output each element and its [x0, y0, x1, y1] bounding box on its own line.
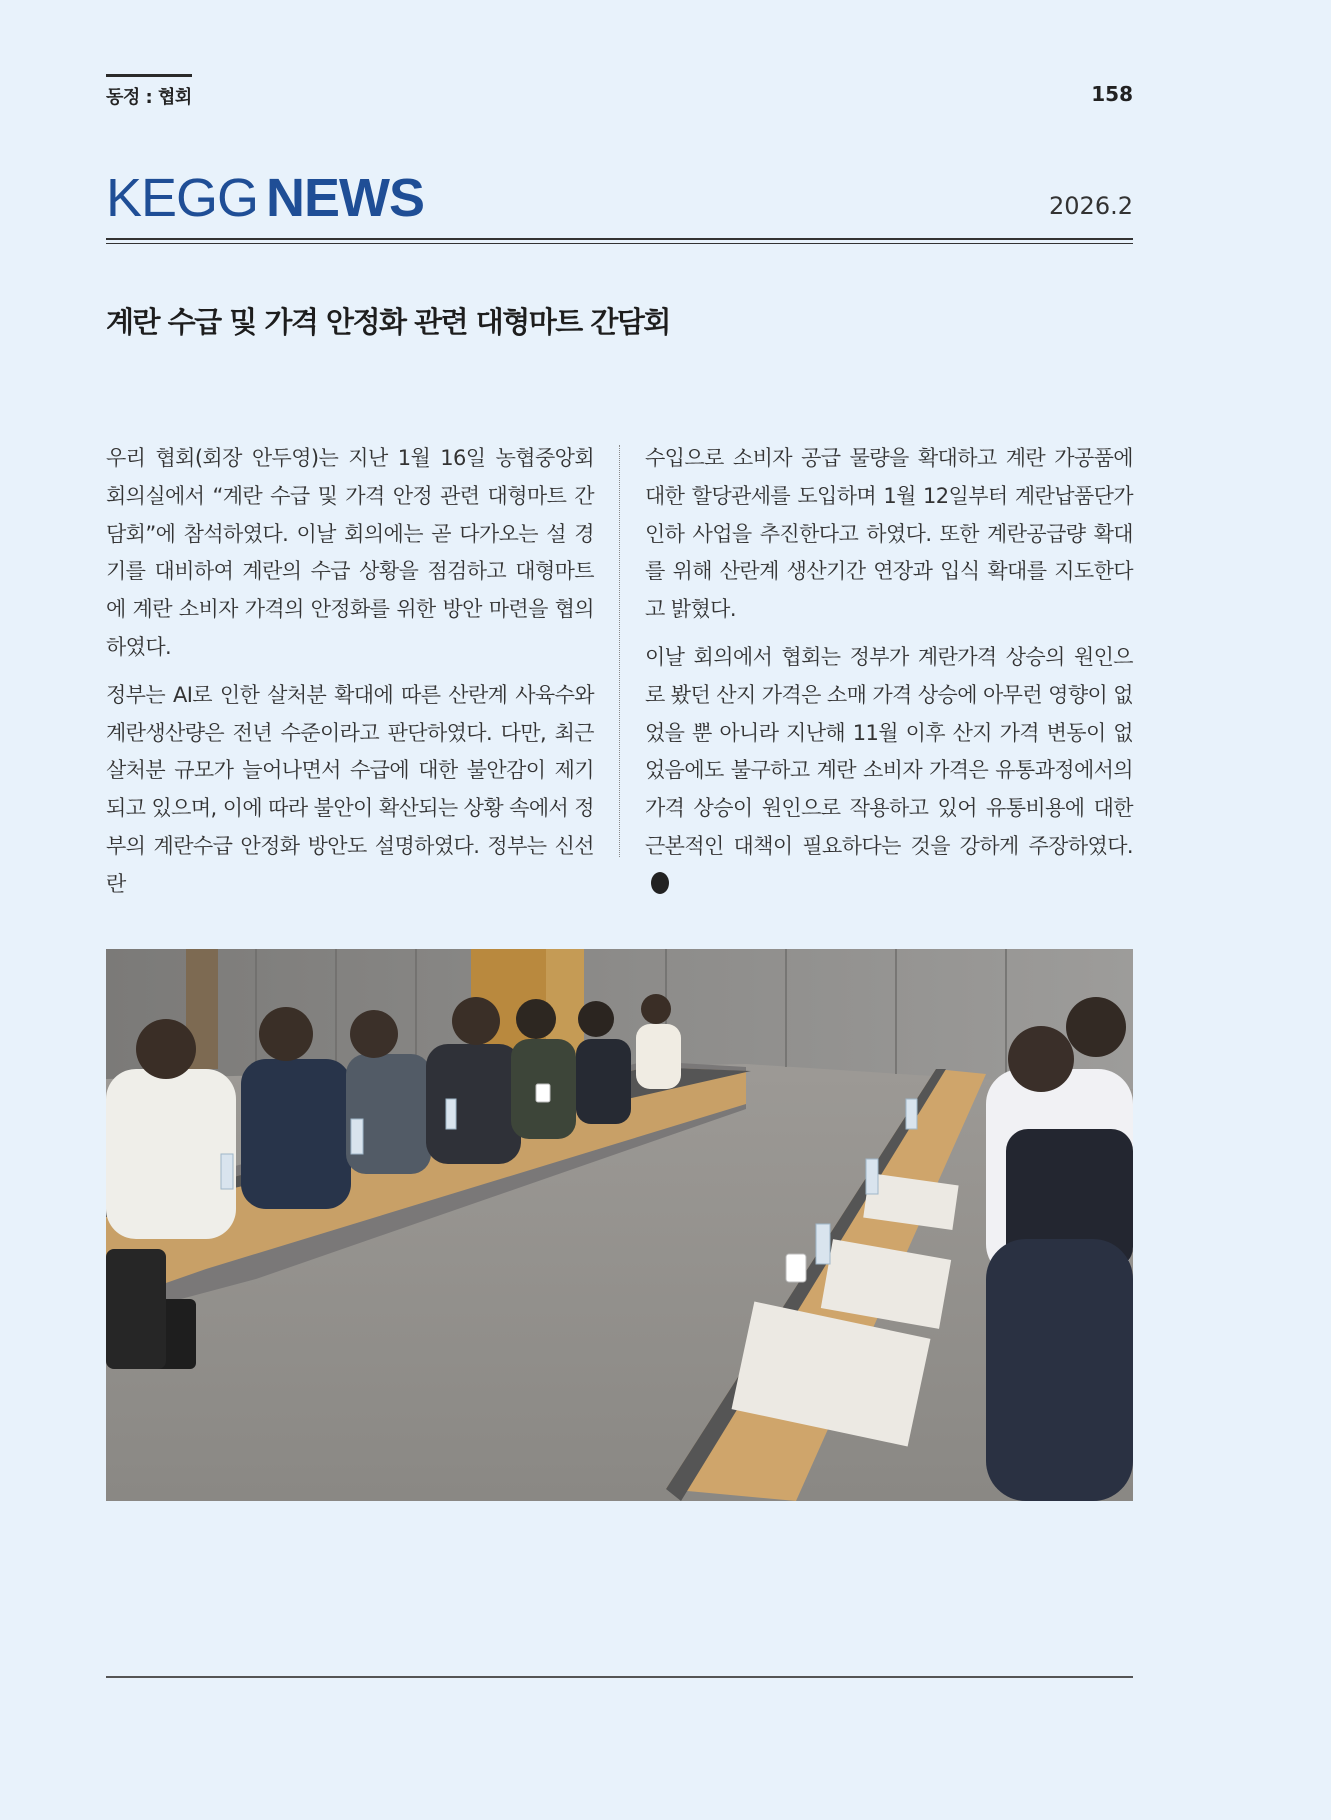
- page-number: 158: [1091, 82, 1133, 106]
- article-paragraph-text: 이날 회의에서 협회는 정부가 계란가격 상승의 원인으로 봤던 산지 가격은 소매 가격 상승에 아무런 영향이 없었을 뿐 아니라 지난해 11월 이후 산지 가격 변동이 없었음에도 불구하고 계란 소비자 가격은 유통과정에서의 가격 상승이 원인으로 작용하고 있어 유통비용에 대한 근본적인 대책이 필요하다는 것을 강하게 주장하였다.: [645, 644, 1133, 858]
- section-label: 동정 : 협회: [106, 74, 192, 109]
- article-headline: 계란 수급 및 가격 안정화 관련 대형마트 간담회: [106, 305, 670, 339]
- brand-news: NEWS: [266, 168, 425, 228]
- article-paragraph: 정부는 AI로 인한 살처분 확대에 따른 산란계 사육수와 계란생산량은 전년 수준이라고 판단하였다. 다만, 최근 살처분 규모가 늘어나면서 수급에 대한 불안감이 제기되고 있으며, 이에 따라 불안이 확산되는 상황 속에서 정부의 계란수급 안정화 방안도 설명하였다. 정부는 신선란: [106, 682, 594, 896]
- footer-rule: [106, 1676, 1133, 1678]
- article-paragraph: 수입으로 소비자 공급 물량을 확대하고 계란 가공품에 대한 할당관세를 도입하며 1월 12일부터 계란납품단가 인하 사업을 추진한다고 하였다. 또한 계란공급량 확대를 위해 산란계 생산기간 연장과 입식 확대를 지도한다고 밝혔다.: [645, 446, 1133, 622]
- article-column-left: [106, 440, 594, 914]
- issue-date: 2026.2: [1049, 192, 1133, 220]
- meeting-photo: [106, 949, 1133, 1501]
- article-paragraph: 우리 협회(회장 안두영)는 지난 1월 16일 농협중앙회 회의실에서 “계란 수급 및 가격 안정 관련 대형마트 간담회”에 참석하였다. 이날 회의에는 곧 다가오는 설 경기를 대비하여 계란의 수급 상황을 점검하고 대형마트에 계란 소비자 가격의 안정화를 위한 방안 마련을 협의하였다.: [106, 446, 594, 659]
- brand-kegg: KEGG: [106, 168, 259, 228]
- masthead: [106, 168, 1133, 240]
- article-column-right: [645, 440, 1133, 914]
- kegg-news-logo: [106, 168, 424, 228]
- column-divider: [619, 445, 620, 857]
- article-paragraph-last: [645, 639, 1133, 904]
- egg-end-mark-icon: [651, 872, 669, 894]
